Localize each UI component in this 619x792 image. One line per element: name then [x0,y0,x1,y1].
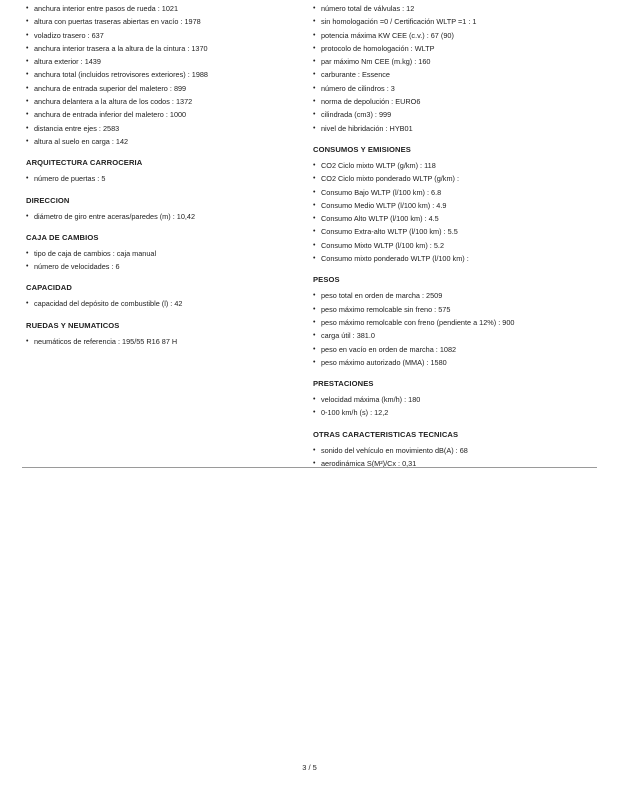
right-top-list [313,2,603,135]
list-item: • norma de depolución : EURO6 [313,95,603,108]
list-item: • protocolo de homologación : WLTP [313,42,603,55]
list-item: • par máximo Nm CEE (m.kg) : 160 [313,55,603,68]
list-item: • peso máximo remolcable sin freno : 575 [313,303,603,316]
list-item: • Consumo Extra-alto WLTP (l/100 km) : 5.5 [313,225,603,238]
list-item: • peso total en orden de marcha : 2509 [313,289,603,302]
section-title-pesos: PESOS [313,275,340,285]
list-item: • anchura interior entre pasos de rueda : 1021 [26,2,296,15]
right-column [313,2,603,470]
list-item: • tipo de caja de cambios : caja manual [26,247,296,260]
list-item: • potencia máxima KW CEE (c.v.) : 67 (90) [313,29,603,42]
list-item: • anchura de entrada superior del maletero : 899 [26,82,296,95]
list-item: • número total de válvulas : 12 [313,2,603,15]
section-title-otras: OTRAS CARACTERISTICAS TECNICAS [313,429,459,439]
section-title-direccion: DIRECCION [26,195,70,205]
list-item: • número de cilindros : 3 [313,82,603,95]
list-item: • sonido del vehículo en movimiento dB(A) : 68 [313,444,603,457]
list-item: • nivel de hibridación : HYB01 [313,122,603,135]
list-item: • altura exterior : 1439 [26,55,296,68]
section-title-ruedas: RUEDAS Y NEUMATICOS [26,320,120,330]
list-item: • altura al suelo en carga : 142 [26,135,296,148]
list-item: • cilindrada (cm3) : 999 [313,108,603,121]
section-title-consumos: CONSUMOS Y EMISIONES [313,144,411,154]
list-item: • 0-100 km/h (s) : 12,2 [313,406,603,419]
list-item: • carburante : Essence [313,68,603,81]
list-item: • velocidad máxima (km/h) : 180 [313,393,603,406]
list-item: • altura con puertas traseras abiertas en vacío : 1978 [26,15,296,28]
list-item: • CO2 Ciclo mixto WLTP (g/km) : 118 [313,159,603,172]
list-item: • número de puertas : 5 [26,172,296,185]
list-item: • carga útil : 381.0 [313,329,603,342]
list-item: • voladizo trasero : 637 [26,29,296,42]
list-item: • neumáticos de referencia : 195/55 R16 87 H [26,335,296,348]
list-item: • aerodinámica S(M²)/Cx : 0,31 [313,457,603,470]
list-item: • anchura total (incluidos retrovisores exteriores) : 1988 [26,68,296,81]
list-item: • Consumo mixto ponderado WLTP (l/100 km) : [313,252,603,265]
section-title-prestaciones: PRESTACIONES [313,379,374,389]
list-item: • Consumo Medio WLTP (l/100 km) : 4.9 [313,199,603,212]
list-item: • anchura de entrada inferior del maletero : 1000 [26,108,296,121]
list-item: • peso en vacío en orden de marcha : 1082 [313,343,603,356]
left-top-list [26,2,296,148]
list-item: • distancia entre ejes : 2583 [26,122,296,135]
section-title-capacidad: CAPACIDAD [26,283,72,293]
list-item: • Consumo Mixto WLTP (l/100 km) : 5.2 [313,239,603,252]
section-title-arquitectura: ARQUITECTURA CARROCERIA [26,158,143,168]
horizontal-divider [22,467,597,468]
list-item: • Consumo Alto WLTP (l/100 km) : 4.5 [313,212,603,225]
list-item: • capacidad del depósito de combustible (l) : 42 [26,297,296,310]
list-item: • sin homologación =0 / Certificación WLTP =1 : 1 [313,15,603,28]
list-item: • anchura interior trasera a la altura de la cintura : 1370 [26,42,296,55]
list-item: • número de velocidades : 6 [26,260,296,273]
list-item: • CO2 Ciclo mixto ponderado WLTP (g/km) : [313,172,603,185]
page-number: 3 / 5 [302,763,317,772]
list-item: • peso máximo remolcable con freno (pendiente a 12%) : 900 [313,316,603,329]
list-item: • diámetro de giro entre aceras/paredes (m) : 10,42 [26,210,296,223]
left-column [26,2,296,348]
section-title-caja-cambios: CAJA DE CAMBIOS [26,232,99,242]
list-item: • anchura delantera a la altura de los codos : 1372 [26,95,296,108]
list-item: • Consumo Bajo WLTP (l/100 km) : 6.8 [313,186,603,199]
list-item: • peso máximo autorizado (MMA) : 1580 [313,356,603,369]
